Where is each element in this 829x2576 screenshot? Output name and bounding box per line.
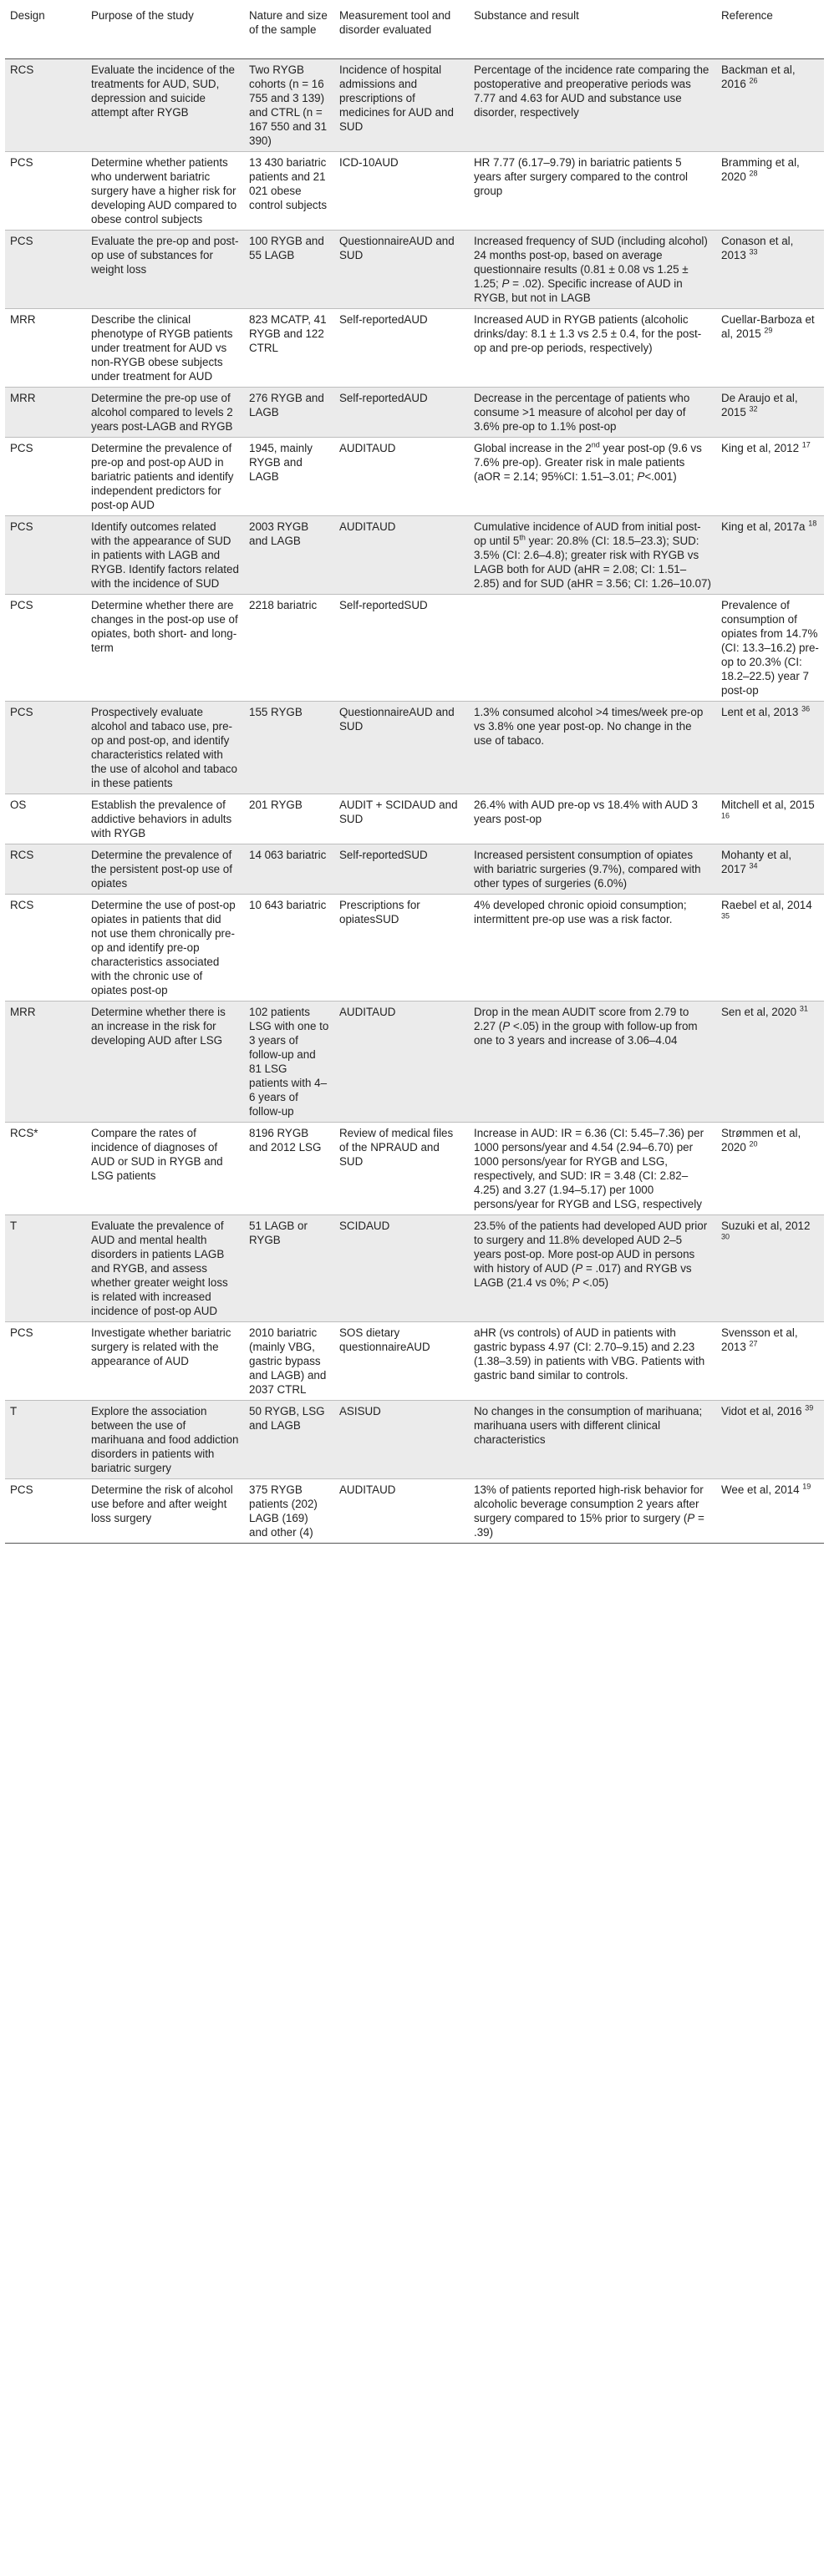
table-row bbox=[5, 794, 824, 844]
table-row bbox=[5, 1401, 824, 1479]
result-cell: 23.5% of the patients had developed AUD prior to surgery and 11.8% developed AUD 2–5 years post-op. More post-op AUD in persons with history of AUD (P = .017) and RYGB vs LAGB (21.4 vs 0%; P <.05) bbox=[474, 1220, 708, 1289]
reference-cell bbox=[716, 59, 824, 152]
result-cell: Global increase in the 2nd year post-op (9.6 vs 7.6% pre-op). Greater risk in male patients (aOR = 2.14; 95%CI: 1.51–3.01; P<.001) bbox=[474, 440, 702, 483]
purpose-cell: Determine whether there is an increase in the risk for developing AUD after LSG bbox=[91, 1006, 226, 1047]
studies-table bbox=[5, 3, 824, 1544]
reference-cell bbox=[716, 1001, 824, 1123]
reference-cell bbox=[716, 388, 824, 438]
tool-cell: QuestionnaireAUD and SUD bbox=[339, 706, 455, 733]
tool-cell: QuestionnaireAUD and SUD bbox=[339, 235, 455, 261]
result-cell: Cumulative incidence of AUD from initial post-op until 5th year: 20.8% (CI: 18.5–23.3); SUD: 3.5% (CI: 2.6–4.8); greater risk with RYGB vs LAGB both for AUD (aHR = 2.08; CI: 1.51–2.85) and for SUD (aHR = 3.56; CI: 1.26–10.07) bbox=[474, 520, 711, 590]
sample-cell: 375 RYGB patients (202) LAGB (169) and other (4) bbox=[249, 1483, 318, 1539]
sample-cell: 8196 RYGB and 2012 LSG bbox=[249, 1127, 322, 1154]
purpose-cell: Establish the prevalence of addictive behaviors in adults with RYGB bbox=[91, 799, 232, 839]
result-cell: Increase in AUD: IR = 6.36 (CI: 5.45–7.36) per 1000 persons/year and 4.54 (2.94–6.70) per 1000 persons/year for RYGB and LSG, respectively, and SUD: IR = 3.48 (CI: 2.82–4.25) and 3.27 (1.94–5.17) per 1000 persons/year for RYGB and LSG, respectively bbox=[474, 1127, 704, 1210]
table-row bbox=[5, 1123, 824, 1215]
design-cell: MRR bbox=[10, 313, 36, 326]
table-row bbox=[5, 59, 824, 152]
reference-text: Mohanty et al, 2017 bbox=[721, 849, 792, 875]
table-row bbox=[5, 438, 824, 516]
reference-cell bbox=[716, 309, 824, 388]
tool-cell: Self-reportedAUD bbox=[339, 313, 428, 326]
reference-text: De Araujo et al, 2015 bbox=[721, 392, 798, 418]
result-cell bbox=[469, 595, 716, 702]
sample-cell: 823 MCATP, 41 RYGB and 122 CTRL bbox=[249, 313, 327, 354]
reference-number: 19 bbox=[802, 1482, 811, 1491]
tool-cell: ICD-10AUD bbox=[339, 156, 399, 169]
reference-number: 32 bbox=[749, 404, 758, 413]
table-row bbox=[5, 702, 824, 794]
reference-text: Backman et al, 2016 bbox=[721, 63, 796, 90]
reference-cell bbox=[716, 895, 824, 1001]
result-cell: Increased persistent consumption of opiates with bariatric surgeries (9.7%), compared with other types of surgeries (6.0%) bbox=[474, 849, 701, 890]
table-row bbox=[5, 895, 824, 1001]
design-cell: OS bbox=[10, 799, 27, 811]
result-cell: 1.3% consumed alcohol >4 times/week pre-op vs 3.8% one year post-op. No change in the use of tabaco. bbox=[474, 706, 704, 747]
sample-cell: 14 063 bariatric bbox=[249, 849, 327, 861]
reference-number: 36 bbox=[801, 704, 811, 713]
purpose-cell: Determine the prevalence of pre-op and post-op AUD in bariatric patients and identify independent predictors for post-op AUD bbox=[91, 442, 234, 511]
table-row bbox=[5, 388, 824, 438]
table-row bbox=[5, 1215, 824, 1322]
reference-cell bbox=[716, 595, 824, 702]
reference-cell bbox=[716, 516, 824, 595]
sample-cell: 13 430 bariatric patients and 21 021 obese control subjects bbox=[249, 156, 328, 211]
reference-cell bbox=[716, 702, 824, 794]
sample-cell: 2003 RYGB and LAGB bbox=[249, 520, 309, 547]
design-cell: PCS bbox=[10, 706, 33, 718]
purpose-cell: Evaluate the prevalence of AUD and mental health disorders in patients LAGB and RYGB, and assess whether greater weight loss is related with increased incidence of post-op AUD bbox=[91, 1220, 228, 1317]
reference-text: Lent et al, 2013 bbox=[721, 706, 799, 718]
design-cell: PCS bbox=[10, 520, 33, 533]
reference-number: 18 bbox=[808, 519, 817, 528]
header-row bbox=[5, 3, 824, 59]
design-cell: RCS bbox=[10, 63, 34, 76]
reference-text: Svensson et al, 2013 bbox=[721, 1326, 798, 1353]
design-cell: T bbox=[10, 1405, 18, 1417]
result-cell: 26.4% with AUD pre-op vs 18.4% with AUD 3 years post-op bbox=[474, 799, 698, 825]
column-header-purpose: Purpose of the study bbox=[86, 3, 244, 59]
reference-text: Raebel et al, 2014 bbox=[721, 899, 812, 911]
result-cell: No changes in the consumption of marihuana; marihuana users with different clinical characteristics bbox=[474, 1405, 703, 1446]
sample-cell: 276 RYGB and LAGB bbox=[249, 392, 324, 418]
sample-cell: 102 patients LSG with one to 3 years of follow-up and 81 LSG patients with 4–6 years of follow-up bbox=[249, 1006, 329, 1118]
reference-text: King et al, 2017a bbox=[721, 520, 806, 533]
purpose-cell: Evaluate the pre-op and post-op use of substances for weight loss bbox=[91, 235, 239, 276]
result-cell: Drop in the mean AUDIT score from 2.79 to 2.27 (P <.05) in the group with follow-up from one to 3 years and increase of 3.06–4.04 bbox=[474, 1006, 698, 1047]
design-cell: RCS* bbox=[10, 1127, 38, 1139]
tool-cell: AUDITAUD bbox=[339, 1006, 396, 1018]
table-row bbox=[5, 1322, 824, 1401]
result-cell: aHR (vs controls) of AUD in patients with gastric bypass 4.97 (CI: 2.70–9.15) and 2.23 (1.38–3.59) in patients with VBG. Patients with gastric band similar to controls. bbox=[474, 1326, 705, 1382]
table-row bbox=[5, 309, 824, 388]
reference-number: 35 bbox=[721, 911, 730, 920]
reference-cell bbox=[716, 844, 824, 895]
reference-text: Bramming et al, 2020 bbox=[721, 156, 800, 183]
design-cell: PCS bbox=[10, 1326, 33, 1339]
result-cell: 4% developed chronic opioid consumption; intermittent pre-op use was a risk factor. bbox=[474, 899, 687, 925]
tool-cell: Self-reportedSUD bbox=[339, 849, 428, 861]
sample-cell: 50 RYGB, LSG and LAGB bbox=[249, 1405, 325, 1432]
reference-cell bbox=[716, 231, 824, 309]
reference-number: 34 bbox=[749, 861, 758, 870]
purpose-cell: Determine whether there are changes in the post-op use of opiates, both short- and long-term bbox=[91, 599, 238, 654]
tool-cell: AUDITAUD bbox=[339, 520, 396, 533]
table-row bbox=[5, 595, 824, 702]
result-cell: Percentage of the incidence rate comparing the postoperative and preoperative periods was 7.77 and 4.63 for AUD and substance use disorder, respectively bbox=[474, 63, 709, 119]
reference-text: Vidot et al, 2016 bbox=[721, 1405, 802, 1417]
reference-text: Strømmen et al, 2020 bbox=[721, 1127, 801, 1154]
reference-cell bbox=[716, 1322, 824, 1401]
reference-text: Cuellar-Barboza et al, 2015 bbox=[721, 313, 815, 340]
reference-cell bbox=[716, 152, 824, 231]
reference-cell bbox=[716, 1123, 824, 1215]
design-cell: MRR bbox=[10, 392, 36, 404]
design-cell: T bbox=[10, 1220, 18, 1232]
reference-number: 39 bbox=[805, 1403, 814, 1412]
tool-cell: AUDITAUD bbox=[339, 1483, 396, 1496]
design-cell: PCS bbox=[10, 156, 33, 169]
sample-cell: 2010 bariatric (mainly VBG, gastric bypass and LAGB) and 2037 CTRL bbox=[249, 1326, 327, 1396]
design-cell: RCS bbox=[10, 899, 34, 911]
table-row bbox=[5, 231, 824, 309]
design-cell: MRR bbox=[10, 1006, 36, 1018]
reference-cell bbox=[716, 794, 824, 844]
sample-cell: 201 RYGB bbox=[249, 799, 303, 811]
design-cell: PCS bbox=[10, 442, 33, 454]
reference-text: Suzuki et al, 2012 bbox=[721, 1220, 811, 1232]
reference-text: Mitchell et al, 2015 bbox=[721, 799, 815, 811]
reference-number: 26 bbox=[749, 76, 758, 85]
purpose-cell: Describe the clinical phenotype of RYGB patients under treatment for AUD vs non-RYGB obese subjects under treatment for AUD bbox=[91, 313, 233, 383]
column-header-result: Substance and result bbox=[469, 3, 716, 59]
reference-text: Wee et al, 2014 bbox=[721, 1483, 800, 1496]
tool-cell: AUDIT + SCIDAUD and SUD bbox=[339, 799, 458, 825]
sample-cell: 10 643 bariatric bbox=[249, 899, 327, 911]
column-header-reference: Reference bbox=[716, 3, 824, 59]
purpose-cell: Determine the risk of alcohol use before and after weight loss surgery bbox=[91, 1483, 233, 1524]
sample-cell: 1945, mainly RYGB and LAGB bbox=[249, 442, 313, 483]
reference-number: 17 bbox=[801, 440, 811, 449]
purpose-cell: Determine the pre-op use of alcohol compared to levels 2 years post-LAGB and RYGB bbox=[91, 392, 233, 433]
tool-cell: Incidence of hospital admissions and prescriptions of medicines for AUD and SUD bbox=[339, 63, 454, 133]
reference-text: Conason et al, 2013 bbox=[721, 235, 794, 261]
table-header bbox=[5, 3, 824, 59]
reference-text: Sen et al, 2020 bbox=[721, 1006, 797, 1018]
reference-number: 16 bbox=[721, 811, 730, 820]
reference-text: Prevalence of consumption of opiates from 14.7% (CI: 13.3–16.2) pre-op to 20.3% (CI: 18.2–22.5) year 7 post-op bbox=[721, 599, 819, 697]
reference-number: 31 bbox=[799, 1004, 808, 1013]
reference-number: 30 bbox=[721, 1232, 730, 1241]
tool-cell: Self-reportedAUD bbox=[339, 392, 428, 404]
reference-number: 29 bbox=[764, 326, 773, 335]
design-cell: PCS bbox=[10, 599, 33, 611]
result-cell: Increased AUD in RYGB patients (alcoholic drinks/day: 8.1 ± 1.3 vs 2.5 ± 0.4, for the post-op and pre-op periods, respectively) bbox=[474, 313, 702, 354]
reference-number: 20 bbox=[749, 1139, 758, 1149]
sample-cell: 155 RYGB bbox=[249, 706, 303, 718]
tool-cell: AUDITAUD bbox=[339, 442, 396, 454]
purpose-cell: Explore the association between the use of marihuana and food addiction disorders in patients with bariatric surgery bbox=[91, 1405, 239, 1474]
tool-cell: Review of medical files of the NPRAUD and SUD bbox=[339, 1127, 454, 1168]
column-header-sample: Nature and size of the sample bbox=[244, 3, 334, 59]
purpose-cell: Investigate whether bariatric surgery is related with the appearance of AUD bbox=[91, 1326, 231, 1367]
column-header-design: Design bbox=[5, 3, 86, 59]
reference-number: 27 bbox=[749, 1339, 758, 1348]
table-row bbox=[5, 1479, 824, 1544]
table-row bbox=[5, 844, 824, 895]
design-cell: RCS bbox=[10, 849, 34, 861]
tool-cell: ASISUD bbox=[339, 1405, 381, 1417]
table-row bbox=[5, 1001, 824, 1123]
table-row bbox=[5, 152, 824, 231]
reference-cell bbox=[716, 1479, 824, 1544]
reference-cell bbox=[716, 1215, 824, 1322]
sample-cell: Two RYGB cohorts (n = 16 755 and 3 139) and CTRL (n = 167 550 and 31 390) bbox=[249, 63, 328, 147]
reference-cell bbox=[716, 438, 824, 516]
result-cell: Decrease in the percentage of patients who consume >1 measure of alcohol per day of 3.6% pre-op to 1.1% post-op bbox=[474, 392, 690, 433]
table-body bbox=[5, 59, 824, 1544]
result-cell: HR 7.77 (6.17–9.79) in bariatric patients 5 years after surgery compared to the control group bbox=[474, 156, 689, 197]
tool-cell: Self-reportedSUD bbox=[339, 599, 428, 611]
design-cell: PCS bbox=[10, 235, 33, 247]
purpose-cell: Evaluate the incidence of the treatments for AUD, SUD, depression and suicide attempt after RYGB bbox=[91, 63, 235, 119]
tool-cell: SCIDAUD bbox=[339, 1220, 390, 1232]
purpose-cell: Determine the prevalence of the persistent post-op use of opiates bbox=[91, 849, 232, 890]
result-cell: Increased frequency of SUD (including alcohol) 24 months post-op, based on average questionnaire results (0.81 ± 0.08 vs 1.25 ± 1.25; P = .02). Specific increase of AUD in RYGB, but not in LAGB bbox=[474, 235, 708, 304]
tool-cell: Prescriptions for opiatesSUD bbox=[339, 899, 420, 925]
table-row bbox=[5, 516, 824, 595]
column-header-tool: Measurement tool and disorder evaluated bbox=[334, 3, 469, 59]
sample-cell: 100 RYGB and 55 LAGB bbox=[249, 235, 324, 261]
purpose-cell: Compare the rates of incidence of diagnoses of AUD or SUD in RYGB and LSG patients bbox=[91, 1127, 223, 1182]
reference-number: 33 bbox=[749, 247, 758, 256]
design-cell: PCS bbox=[10, 1483, 33, 1496]
sample-cell: 2218 bariatric bbox=[249, 599, 318, 611]
purpose-cell: Identify outcomes related with the appearance of SUD in patients with LAGB and RYGB. Identify factors related with the incidence of SUD bbox=[91, 520, 239, 590]
sample-cell: 51 LAGB or RYGB bbox=[249, 1220, 308, 1246]
reference-number: 28 bbox=[749, 169, 758, 178]
reference-cell bbox=[716, 1401, 824, 1479]
purpose-cell: Prospectively evaluate alcohol and tabaco use, pre-op and post-op, and identify characteristics related with the use of alcohol and tabaco in these patients bbox=[91, 706, 237, 789]
purpose-cell: Determine whether patients who underwent bariatric surgery have a higher risk for developing AUD compared to obese control subjects bbox=[91, 156, 237, 226]
reference-text: King et al, 2012 bbox=[721, 442, 800, 454]
tool-cell: SOS dietary questionnaireAUD bbox=[339, 1326, 430, 1353]
result-cell: 13% of patients reported high-risk behavior for alcoholic beverage consumption 2 years after surgery compared to 15% prior to surgery (P = .39) bbox=[474, 1483, 704, 1539]
purpose-cell: Determine the use of post-op opiates in patients that did not use them chronically pre-op and identify pre-op characteristics associated with the chronic use of opiates post-op bbox=[91, 899, 236, 996]
